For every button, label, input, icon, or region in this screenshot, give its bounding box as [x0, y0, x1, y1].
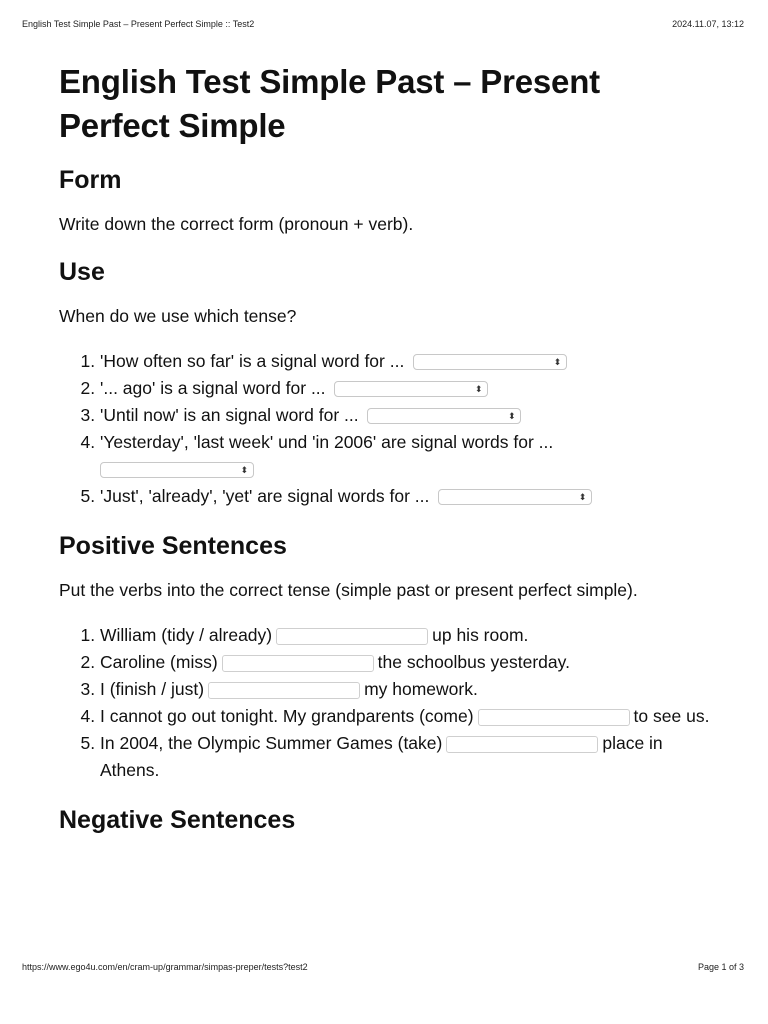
list-item — [100, 348, 719, 375]
sentence-end: my homework. — [364, 679, 478, 699]
list-item — [100, 483, 719, 510]
chevron-updown-icon: ⬍ — [507, 411, 516, 422]
list-item — [100, 429, 719, 483]
sentence-end: place in Athens. — [100, 733, 663, 780]
sentence-end: to see us. — [633, 706, 710, 726]
list-item — [100, 375, 719, 402]
use-heading: Use — [59, 258, 105, 286]
list-item — [100, 649, 719, 676]
sentence-start: I (finish / just) — [100, 679, 205, 699]
question-text: 'Just', 'already', 'yet' are signal words for ... — [100, 486, 430, 506]
answer-input[interactable] — [478, 709, 630, 726]
sentence-start: William (tidy / already) — [100, 625, 273, 645]
sentence-start: In 2004, the Olympic Summer Games (take) — [100, 733, 443, 753]
list-item — [100, 730, 719, 784]
print-footer-page-number: Page 1 of 3 — [697, 962, 744, 972]
form-instruction: Write down the correct form (pronoun + verb). — [59, 214, 414, 234]
answer-select[interactable] — [438, 489, 592, 505]
question-text: 'How often so far' is a signal word for ... — [100, 351, 405, 371]
question-text: '... ago' is a signal word for ... — [100, 378, 326, 398]
list-item — [100, 703, 719, 730]
sentence-start: Caroline (miss) — [100, 652, 218, 672]
use-question-list — [59, 348, 719, 510]
answer-input[interactable] — [276, 628, 428, 645]
print-footer-url: https://www.ego4u.com/en/cram-up/grammar/simpas-preper/tests?test2 — [22, 962, 308, 972]
answer-select[interactable] — [100, 462, 254, 478]
positive-question-list — [59, 622, 719, 784]
positive-instruction: Put the verbs into the correct tense (simple past or present perfect simple). — [59, 580, 638, 600]
form-heading: Form — [59, 166, 122, 194]
print-header — [22, 19, 744, 29]
chevron-updown-icon: ⬍ — [553, 357, 562, 368]
chevron-updown-icon: ⬍ — [240, 465, 248, 476]
answer-select[interactable] — [413, 354, 567, 370]
print-footer — [22, 962, 744, 972]
negative-heading: Negative Sentences — [59, 806, 296, 834]
sentence-end: up his room. — [432, 625, 529, 645]
page-content — [59, 60, 719, 851]
list-item — [100, 402, 719, 429]
positive-heading: Positive Sentences — [59, 532, 287, 560]
question-text: 'Until now' is an signal word for ... — [100, 405, 359, 425]
chevron-updown-icon: ⬍ — [474, 384, 483, 395]
answer-select[interactable] — [367, 408, 521, 424]
page-title: English Test Simple Past – Present Perfect Simple — [59, 63, 600, 144]
chevron-updown-icon: ⬍ — [578, 492, 587, 503]
answer-input[interactable] — [222, 655, 374, 672]
answer-input[interactable] — [208, 682, 360, 699]
answer-input[interactable] — [446, 736, 598, 753]
print-header-datetime: 2024.11.07, 13:12 — [672, 19, 744, 29]
sentence-start: I cannot go out tonight. My grandparents (come) — [100, 706, 474, 726]
question-text: 'Yesterday', 'last week' und 'in 2006' are signal words for ... — [100, 432, 554, 452]
use-instruction: When do we use which tense? — [59, 306, 297, 326]
list-item — [100, 676, 719, 703]
print-header-title: English Test Simple Past – Present Perfect Simple :: Test2 — [22, 19, 255, 29]
list-item — [100, 622, 719, 649]
sentence-end: the schoolbus yesterday. — [377, 652, 570, 672]
answer-select[interactable] — [334, 381, 488, 397]
